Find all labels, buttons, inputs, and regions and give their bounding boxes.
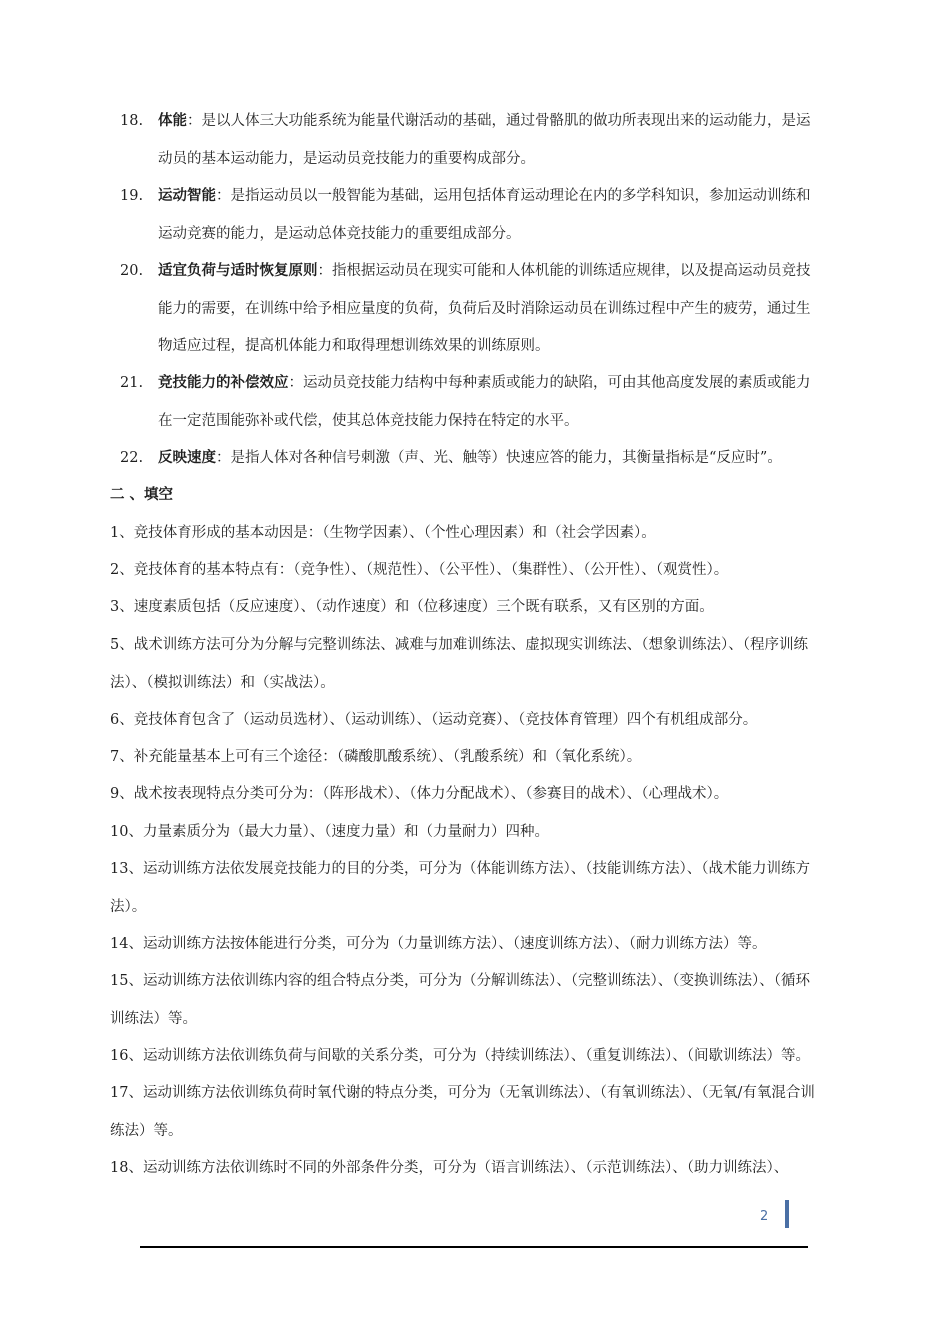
page-number: 2 — [760, 1209, 769, 1224]
page-number-bar — [785, 1200, 789, 1228]
section-heading: 二 、填空 — [110, 487, 174, 503]
definition-term: 运动智能 — [158, 188, 216, 204]
definition-text: ：指根据运动员在现实可能和人体机能的训练适应规律，以及提高运动员竞技能力的需要，在训练中给予相应量度的负荷，负荷后及时消除运动员在训练过程中产生的疲劳，通过生物适应过程，提高机体能力和取得理想训练效果的训练原则。 — [158, 263, 811, 354]
fill-item: 7、补充能量基本上可有三个途径：（磷酸肌酸系统）、（乳酸系统）和（氧化系统）。 — [110, 749, 642, 765]
fill-item: 1、竞技体育形成的基本动因是：（生物学因素）、（个性心理因素）和（社会学因素）。 — [110, 525, 656, 541]
fill-item: 3、速度素质包括（反应速度）、（动作速度）和（位移速度）三个既有联系，又有区别的方面。 — [110, 599, 714, 615]
definition-term: 体能 — [158, 113, 187, 129]
definition-item — [120, 253, 820, 366]
definition-number: 18. — [120, 113, 144, 129]
fill-item: 10、力量素质分为（最大力量）、（速度力量）和（力量耐力）四种。 — [110, 824, 549, 840]
definition-term: 竞技能力的补偿效应 — [158, 375, 289, 391]
fill-item: 16、运动训练方法依训练负荷与间歇的关系分类，可分为（持续训练法）、（重复训练法）、（间歇训练法）等。 — [110, 1048, 810, 1064]
footer-rule — [140, 1246, 808, 1248]
definition-number: 22. — [120, 450, 144, 466]
definition-item — [120, 178, 820, 253]
definition-number: 21. — [120, 375, 144, 391]
fill-item: 9、战术按表现特点分类可分为：（阵形战术）、（体力分配战术）、（参赛目的战术）、（心理战术）。 — [110, 786, 729, 802]
definition-text: ：是以人体三大功能系统为能量代谢活动的基础，通过骨骼肌的做功所表现出来的运动能力，是运动员的基本运动能力，是运动员竞技能力的重要构成部分。 — [158, 113, 811, 167]
fill-item: 5、战术训练方法可分为分解与完整训练法、减难与加难训练法、虚拟现实训练法、（想象训练法）、（程序训练法）、（模拟训练法）和（实战法）。 — [110, 637, 808, 691]
fill-item: 17、运动训练方法依训练负荷时氧代谢的特点分类，可分为（无氧训练法）、（有氧训练法）、（无氧/有氧混合训练法）等。 — [110, 1085, 815, 1139]
fill-item: 18、运动训练方法依训练时不同的外部条件分类，可分为（语言训练法）、（示范训练法）、（助力训练法）、 — [110, 1160, 789, 1176]
fill-item: 13、运动训练方法依发展竞技能力的目的分类，可分为（体能训练方法）、（技能训练方法）、（战术能力训练方法）。 — [110, 861, 810, 915]
definition-text: ：运动员竞技能力结构中每种素质或能力的缺陷，可由其他高度发展的素质或能力在一定范围能弥补或代偿，使其总体竞技能力保持在特定的水平。 — [158, 375, 811, 429]
definition-text: ：是指人体对各种信号刺激（声、光、触等）快速应答的能力，其衡量指标是“反应时”。 — [216, 450, 782, 466]
definition-number: 20. — [120, 263, 144, 279]
fill-item: 14、运动训练方法按体能进行分类，可分为（力量训练方法）、（速度训练方法）、（耐力训练方法）等。 — [110, 936, 767, 952]
fill-item: 6、竞技体育包含了（运动员选材）、（运动训练）、（运动竞赛）、（竞技体育管理）四个有机组成部分。 — [110, 712, 758, 728]
definition-number: 19. — [120, 188, 144, 204]
definition-item — [120, 365, 820, 440]
fill-item: 15、运动训练方法依训练内容的组合特点分类，可分为（分解训练法）、（完整训练法）、（变换训练法）、（循环训练法）等。 — [110, 973, 810, 1027]
definition-item — [120, 103, 820, 178]
definition-text: ：是指运动员以一般智能为基础，运用包括体育运动理论在内的多学科知识，参加运动训练和运动竞赛的能力，是运动总体竞技能力的重要组成部分。 — [158, 188, 811, 242]
definition-item — [120, 440, 820, 478]
definition-term: 反映速度 — [158, 450, 216, 466]
fill-item: 2、竞技体育的基本特点有：（竞争性）、（规范性）、（公平性）、（集群性）、（公开性）、（观赏性）。 — [110, 562, 729, 578]
definition-term: 适宜负荷与适时恢复原则 — [158, 263, 318, 279]
